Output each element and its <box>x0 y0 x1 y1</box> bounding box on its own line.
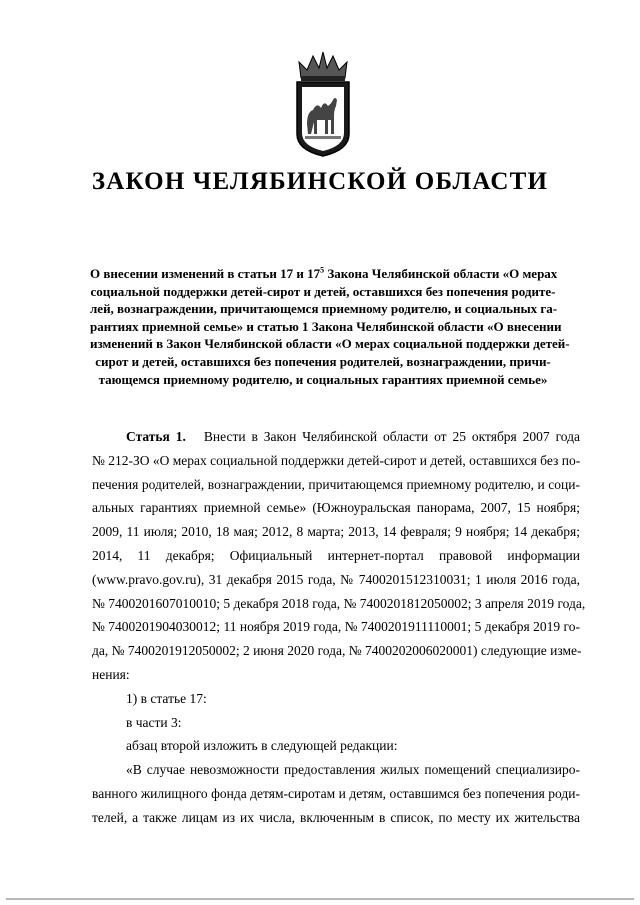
item-part-3: в части 3: <box>126 714 182 730</box>
body-line: № 7400201607010010; 5 декабря 2018 года, № 7400201812050002; 3 апреля 2019 года, <box>92 595 586 611</box>
article-label: Статья 1. <box>126 429 186 444</box>
body-line: альных гарантиях приемной семье» (Южноуральская панорама, 2007, 15 ноября; <box>92 500 580 516</box>
body-line: № 7400201904030012; 11 ноября 2019 года, № 7400201911110001; 5 декабря 2019 го- <box>92 619 580 635</box>
item-1: 1) в статье 17: <box>126 690 207 706</box>
law-subtitle <box>90 265 570 388</box>
subtitle-line: изменений в Закон Челябинской области «О мерах социальной поддержки детей- <box>90 336 570 352</box>
body-line: (www.pravo.gov.ru), 31 декабря 2015 года, № 7400201512310031; 1 июля 2016 года, <box>92 571 580 587</box>
subtitle-line: рантиях приемной семье» и статью 1 Закона Челябинской области «О внесении <box>90 318 562 334</box>
coat-of-arms-emblem <box>293 50 353 158</box>
body-line: № 212-ЗО «О мерах социальной поддержки детей-сирот и детей, оставшихся без по- <box>92 452 581 468</box>
subtitle-line-1: О внесении изменений в статьи 17 и $17^5$ Закона Челябинской области «О мерах <box>90 265 558 281</box>
body-line: да, № 7400201912050002; 2 июня 2020 года, № 7400202006020001) следующие изме- <box>92 643 582 659</box>
law-title: ЗАКОН ЧЕЛЯБИНСКОЙ ОБЛАСТИ <box>91 168 549 195</box>
subtitle-line: сирот и детей, оставшихся без попечения родителей, вознаграждении, причи- <box>95 353 551 369</box>
quote-line: «В случае невозможности предоставления жилых помещений специализиро- <box>126 762 580 778</box>
law-body <box>92 425 586 830</box>
body-line: 2014, 11 декабря; Официальный интернет-портал правовой информации <box>92 547 580 563</box>
quote-line: телей, а также лицам из их числа, включенным в список, по месту их жительства <box>92 809 580 825</box>
item-abzac: абзац второй изложить в следующей редакции: <box>126 738 398 754</box>
quote-line: ванного жилищного фонда детям-сиротам и детям, оставшимся без попечения роди- <box>92 785 580 801</box>
subtitle-line: лей, вознаграждении, причитающемся приемному родителю, и социальных га- <box>90 301 558 317</box>
article-1-first-line: Статья 1. Внести в Закон Челябинской области от 25 октября 2007 года <box>126 429 581 444</box>
subtitle-line: тающемся приемному родителю, и социальных гарантиях приемной семье» <box>98 371 548 387</box>
scan-bottom-edge <box>6 898 634 900</box>
body-line: 2009, 11 июля; 2010, 18 мая; 2012, 8 марта; 2013, 14 февраля; 9 ноября; 14 декабря; <box>92 524 580 540</box>
body-line: нения: <box>92 666 130 682</box>
subtitle-line: социальной поддержки детей-сирот и детей, оставшихся без попечения родите- <box>90 283 556 299</box>
body-line: печения родителей, вознаграждении, причитающемся приемному родителю, и соци- <box>92 476 580 492</box>
